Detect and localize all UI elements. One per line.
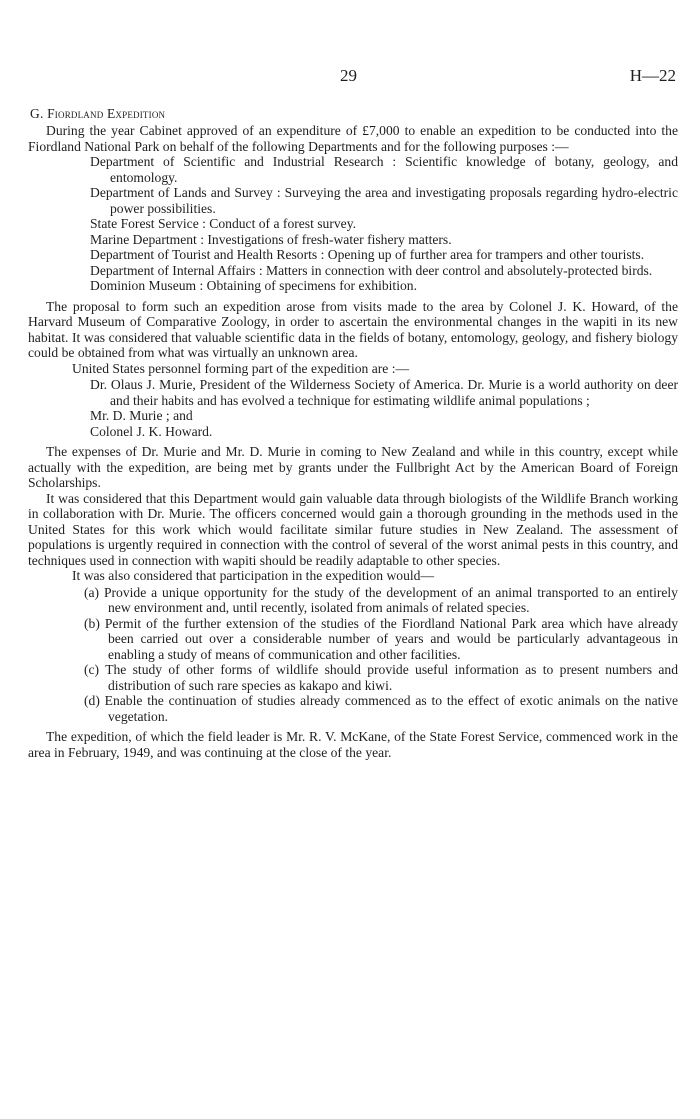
purpose-label: (c) [84, 662, 100, 677]
section-heading: G. Fiordland Expedition [30, 106, 166, 121]
body-text [28, 123, 678, 760]
purpose-text: Enable the continuation of studies already commenced as to the effect of exotic animals on the native vegetation. [104, 693, 679, 724]
document-code: H—22 [629, 66, 676, 85]
participation-lead: It was also considered that participation in the expedition would— [72, 568, 435, 583]
department-item: Department of Lands and Survey : Surveying the area and investigating proposals regarding hydro-electric power possibilities. [90, 185, 678, 216]
purpose-label: (b) [84, 615, 100, 631]
personnel-lead: United States personnel forming part of the expedition are :— [72, 360, 410, 376]
department-gain-paragraph: It was considered that this Department would gain valuable data through biologists of the Wildlife Branch working in collaboration with Dr. Murie. The officers concerned would gain a thorough grounding in the methods used in the United States for this work which would facilitate similar future studies in New Zealand. The assessment of populations is urgently required in connection with the control of several of the worst animal pests in this country, and techniques used in connection with wapiti should be readily adaptable to other species. [28, 490, 678, 568]
purpose-item [28, 616, 678, 663]
page-header [0, 66, 700, 90]
departments-list [28, 154, 678, 294]
page-number: 29 [340, 66, 357, 85]
department-item: Department of Scientific and Industrial Research : Scientific knowledge of botany, geology, and entomology. [90, 154, 678, 185]
personnel-item: Dr. Olaus J. Murie, President of the Wilderness Society of America. Dr. Murie is a world authority on deer and their habits and has evolved a technique for estimating wildlife animal populations ; [90, 377, 678, 408]
purpose-item [28, 662, 678, 693]
purpose-item [28, 693, 678, 724]
purpose-text: Permit of the further extension of the studies of the Fiordland National Park area which have already been carried out over a considerable number of years and would be particularly advantageous in enabling a study of means of communication and other facilities. [104, 615, 678, 662]
closing-paragraph: The expedition, of which the field leader is Mr. R. V. McKane, of the State Forest Service, commenced work in the area in February, 1949, and was continuing at the close of the year. [28, 729, 678, 760]
intro-paragraph: During the year Cabinet approved of an expenditure of £7,000 to enable an expedition to be conducted into the Fiordland National Park on behalf of the following Departments and for the following purposes :— [28, 123, 678, 154]
department-item: State Forest Service : Conduct of a forest survey. [90, 216, 357, 231]
purposes-list [28, 585, 678, 725]
purpose-label: (d) [84, 693, 100, 708]
proposal-paragraph: The proposal to form such an expedition arose from visits made to the area by Colonel J. K. Howard, of the Harvard Museum of Comparative Zoology, in order to ascertain the environmental changes in the wapiti in its new habitat. It was considered that valuable scientific data in the fields of botany, entomology, geology, and fishery biology could be obtained from what was virtually an unknown area. [28, 298, 678, 360]
purpose-text: Provide a unique opportunity for the study of the development of an animal transported to an entirely new environment and, until recently, isolated from animals of related species. [103, 584, 678, 615]
department-item: Department of Internal Affairs : Matters in connection with deer control and absolutely-protected birds. [90, 262, 653, 278]
expenses-paragraph: The expenses of Dr. Murie and Mr. D. Murie in coming to New Zealand and while in this country, except while actually with the expedition, are being met by grants under the Fullbright Act by the American Board of Foreign Scholarships. [28, 444, 678, 490]
department-item: Dominion Museum : Obtaining of specimens for exhibition. [90, 278, 417, 293]
department-item: Department of Tourist and Health Resorts : Opening up of further area for trampers and other tourists. [90, 247, 645, 262]
purpose-label: (a) [84, 584, 100, 600]
personnel-list [28, 377, 678, 439]
purpose-item [28, 585, 678, 616]
department-item: Marine Department : Investigations of fresh-water fishery matters. [90, 231, 452, 247]
personnel-item: Mr. D. Murie ; and [90, 408, 193, 423]
personnel-item: Colonel J. K. Howard. [90, 423, 213, 439]
purpose-text: The study of other forms of wildlife should provide useful information as to present numbers and distribution of such rare species as kakapo and kiwi. [105, 662, 679, 693]
